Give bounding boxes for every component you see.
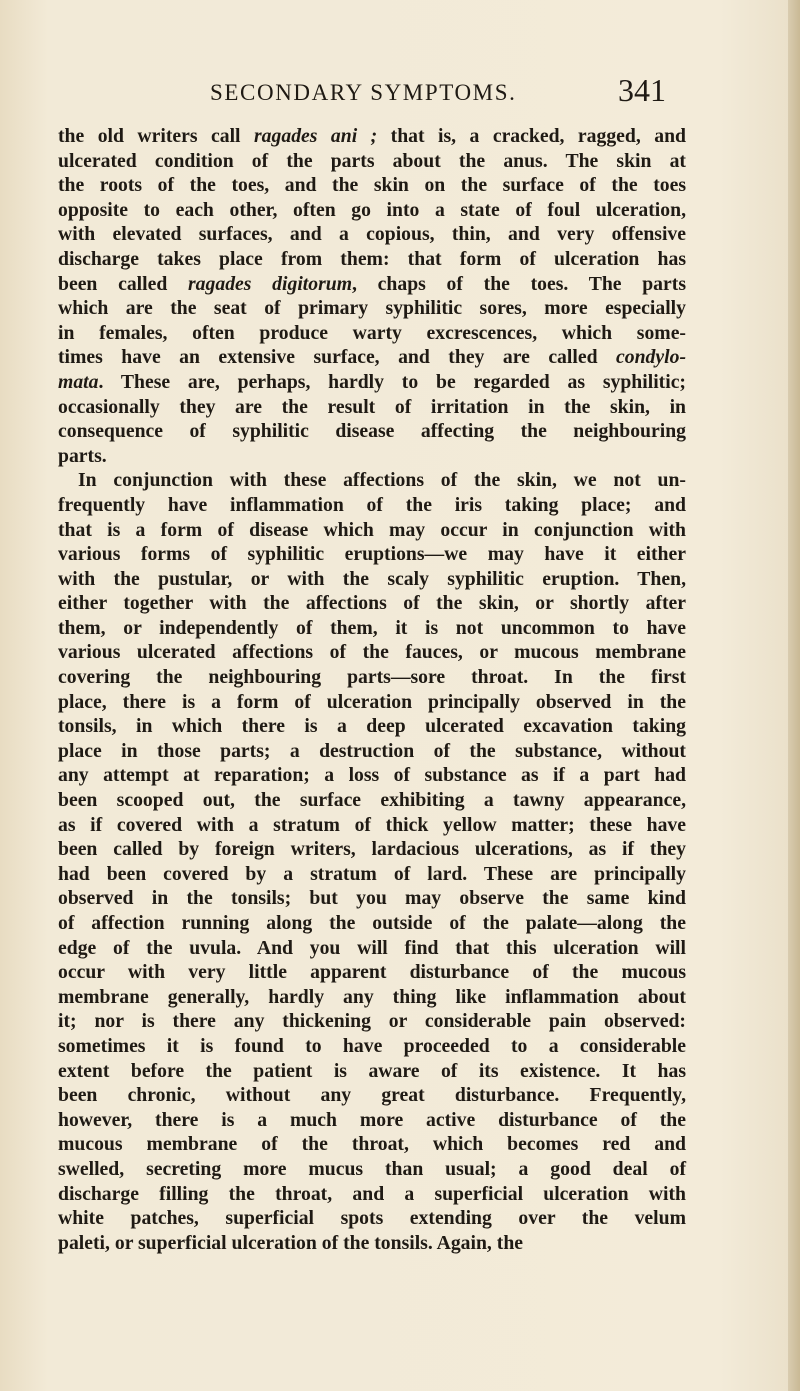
text-span: with elevated surfaces, and a copious, thin, and very offensive	[58, 223, 686, 246]
text-line	[58, 468, 686, 493]
text-span: covering the neighbouring parts—sore throat. In the first	[58, 666, 686, 689]
text-span: consequence of syphilitic disease affecting the neighbouring	[58, 420, 686, 443]
text-line	[58, 518, 686, 543]
page-number: 341	[618, 72, 666, 108]
text-span: as if covered with a stratum of thick yellow matter; these have	[58, 813, 686, 836]
text-span: . These are, perhaps, hardly to be regarded as syphilitic;	[98, 370, 686, 393]
text-span: occasionally they are the result of irritation in the skin, in	[58, 395, 686, 418]
text-line	[58, 837, 686, 862]
text-line	[58, 591, 686, 616]
text-line	[58, 296, 686, 321]
italic-term: condylo-	[616, 346, 686, 369]
text-span: paleti, or superficial ulceration of the tonsils. Again, the	[58, 1231, 524, 1254]
text-line	[58, 714, 686, 739]
text-span: white patches, superficial spots extending over the velum	[58, 1207, 686, 1230]
text-line	[58, 272, 686, 297]
italic-term: ragades ani ;	[254, 125, 378, 147]
text-span: , chaps of the toes. The parts	[352, 272, 686, 295]
text-span: which are the seat of primary syphilitic sores, more especially	[58, 297, 686, 320]
text-span: swelled, secreting more mucus than usual; a good deal of	[58, 1157, 686, 1180]
text-line	[58, 1182, 686, 1207]
text-span: various forms of syphilitic eruptions—we may have it either	[58, 543, 686, 566]
text-line	[58, 690, 686, 715]
text-span: sometimes it is found to have proceeded to a considerable	[58, 1034, 686, 1057]
text-span: tonsils, in which there is a deep ulcerated excavation taking	[58, 715, 686, 738]
text-line	[58, 198, 686, 223]
text-line	[58, 247, 686, 272]
text-line	[58, 739, 686, 764]
text-span: that is, a cracked, ragged, and	[377, 125, 686, 147]
text-line	[58, 985, 686, 1010]
text-line	[58, 960, 686, 985]
text-span: ulcerated condition of the parts about the anus. The skin at	[58, 149, 686, 172]
text-span: mucous membrane of the throat, which becomes red and	[58, 1133, 686, 1156]
text-span: frequently have inflammation of the iris taking place; and	[58, 493, 686, 516]
text-line	[58, 788, 686, 813]
text-line	[58, 542, 686, 567]
text-line	[58, 419, 686, 444]
text-span: membrane generally, hardly any thing like inflammation about	[58, 985, 686, 1008]
text-span: various ulcerated affections of the fauces, or mucous membrane	[58, 641, 686, 664]
text-line	[58, 1206, 686, 1231]
text-line	[58, 1132, 686, 1157]
text-line	[58, 616, 686, 641]
text-span: it; nor is there any thickening or considerable pain observed:	[58, 1010, 686, 1033]
italic-term: ragades digitorum	[188, 272, 353, 295]
text-span: times have an extensive surface, and they are called	[58, 346, 617, 369]
running-head: SECONDARY SYMPTOMS.	[210, 80, 517, 105]
text-span: been scooped out, the surface exhibiting a tawny appearance,	[58, 789, 686, 812]
text-line	[58, 862, 686, 887]
text-span: occur with very little apparent disturbance of the mucous	[58, 961, 686, 984]
text-line	[58, 763, 686, 788]
text-span: had been covered by a stratum of lard. These are principally	[58, 862, 686, 885]
text-span: any attempt at reparation; a loss of substance as if a part had	[58, 764, 686, 787]
text-line	[58, 936, 686, 961]
text-span: them, or independently of them, it is not uncommon to have	[58, 616, 686, 639]
text-line	[58, 124, 686, 149]
text-span: In conjunction with these affections of the skin, we not un-	[78, 469, 686, 492]
text-line	[58, 493, 686, 518]
text-span: been chronic, without any great disturbance. Frequently,	[58, 1084, 686, 1107]
text-span: opposite to each other, often go into a state of foul ulceration,	[58, 198, 686, 221]
text-line	[58, 395, 686, 420]
text-line	[58, 1009, 686, 1034]
text-span: place, there is a form of ulceration principally observed in the	[58, 690, 686, 713]
text-line	[58, 665, 686, 690]
text-span: place in those parts; a destruction of the substance, without	[58, 739, 686, 762]
text-line	[58, 1108, 686, 1133]
text-span: that is a form of disease which may occur in conjunction with	[58, 518, 686, 541]
text-line	[58, 149, 686, 174]
text-span: in females, often produce warty excrescences, which some-	[58, 321, 686, 344]
text-line	[58, 567, 686, 592]
text-span: been called	[58, 272, 189, 295]
text-span: parts.	[58, 444, 107, 467]
text-span: discharge filling the throat, and a superficial ulceration with	[58, 1182, 686, 1205]
text-span: however, there is a much more active disturbance of the	[58, 1108, 686, 1131]
page-header	[0, 72, 800, 112]
text-line	[58, 370, 686, 395]
italic-term: mata	[58, 370, 99, 393]
text-line	[58, 1157, 686, 1182]
text-line	[58, 1034, 686, 1059]
text-line	[58, 173, 686, 198]
body-text	[58, 124, 686, 1255]
text-span: the old writers call	[58, 125, 254, 147]
text-line	[58, 813, 686, 838]
text-line	[58, 345, 686, 370]
text-span: the roots of the toes, and the skin on the surface of the toes	[58, 174, 686, 197]
text-line	[58, 1083, 686, 1108]
text-line	[58, 640, 686, 665]
text-line	[58, 321, 686, 346]
text-line	[58, 444, 686, 469]
text-span: either together with the affections of the skin, or shortly after	[58, 592, 686, 615]
text-span: extent before the patient is aware of its existence. It has	[58, 1059, 686, 1082]
text-span: edge of the uvula. And you will find that this ulceration will	[58, 936, 686, 959]
text-span: observed in the tonsils; but you may observe the same kind	[58, 887, 686, 910]
text-line	[58, 1059, 686, 1084]
text-line	[58, 911, 686, 936]
page-edge	[788, 0, 800, 1391]
text-span: of affection running along the outside of the palate—along the	[58, 912, 686, 934]
text-span: with the pustular, or with the scaly syphilitic eruption. Then,	[58, 567, 686, 590]
text-line	[58, 222, 686, 247]
text-span: been called by foreign writers, lardacious ulcerations, as if they	[58, 838, 686, 861]
text-line	[58, 886, 686, 911]
text-line	[58, 1231, 686, 1256]
text-span: discharge takes place from them: that form of ulceration has	[58, 247, 686, 270]
